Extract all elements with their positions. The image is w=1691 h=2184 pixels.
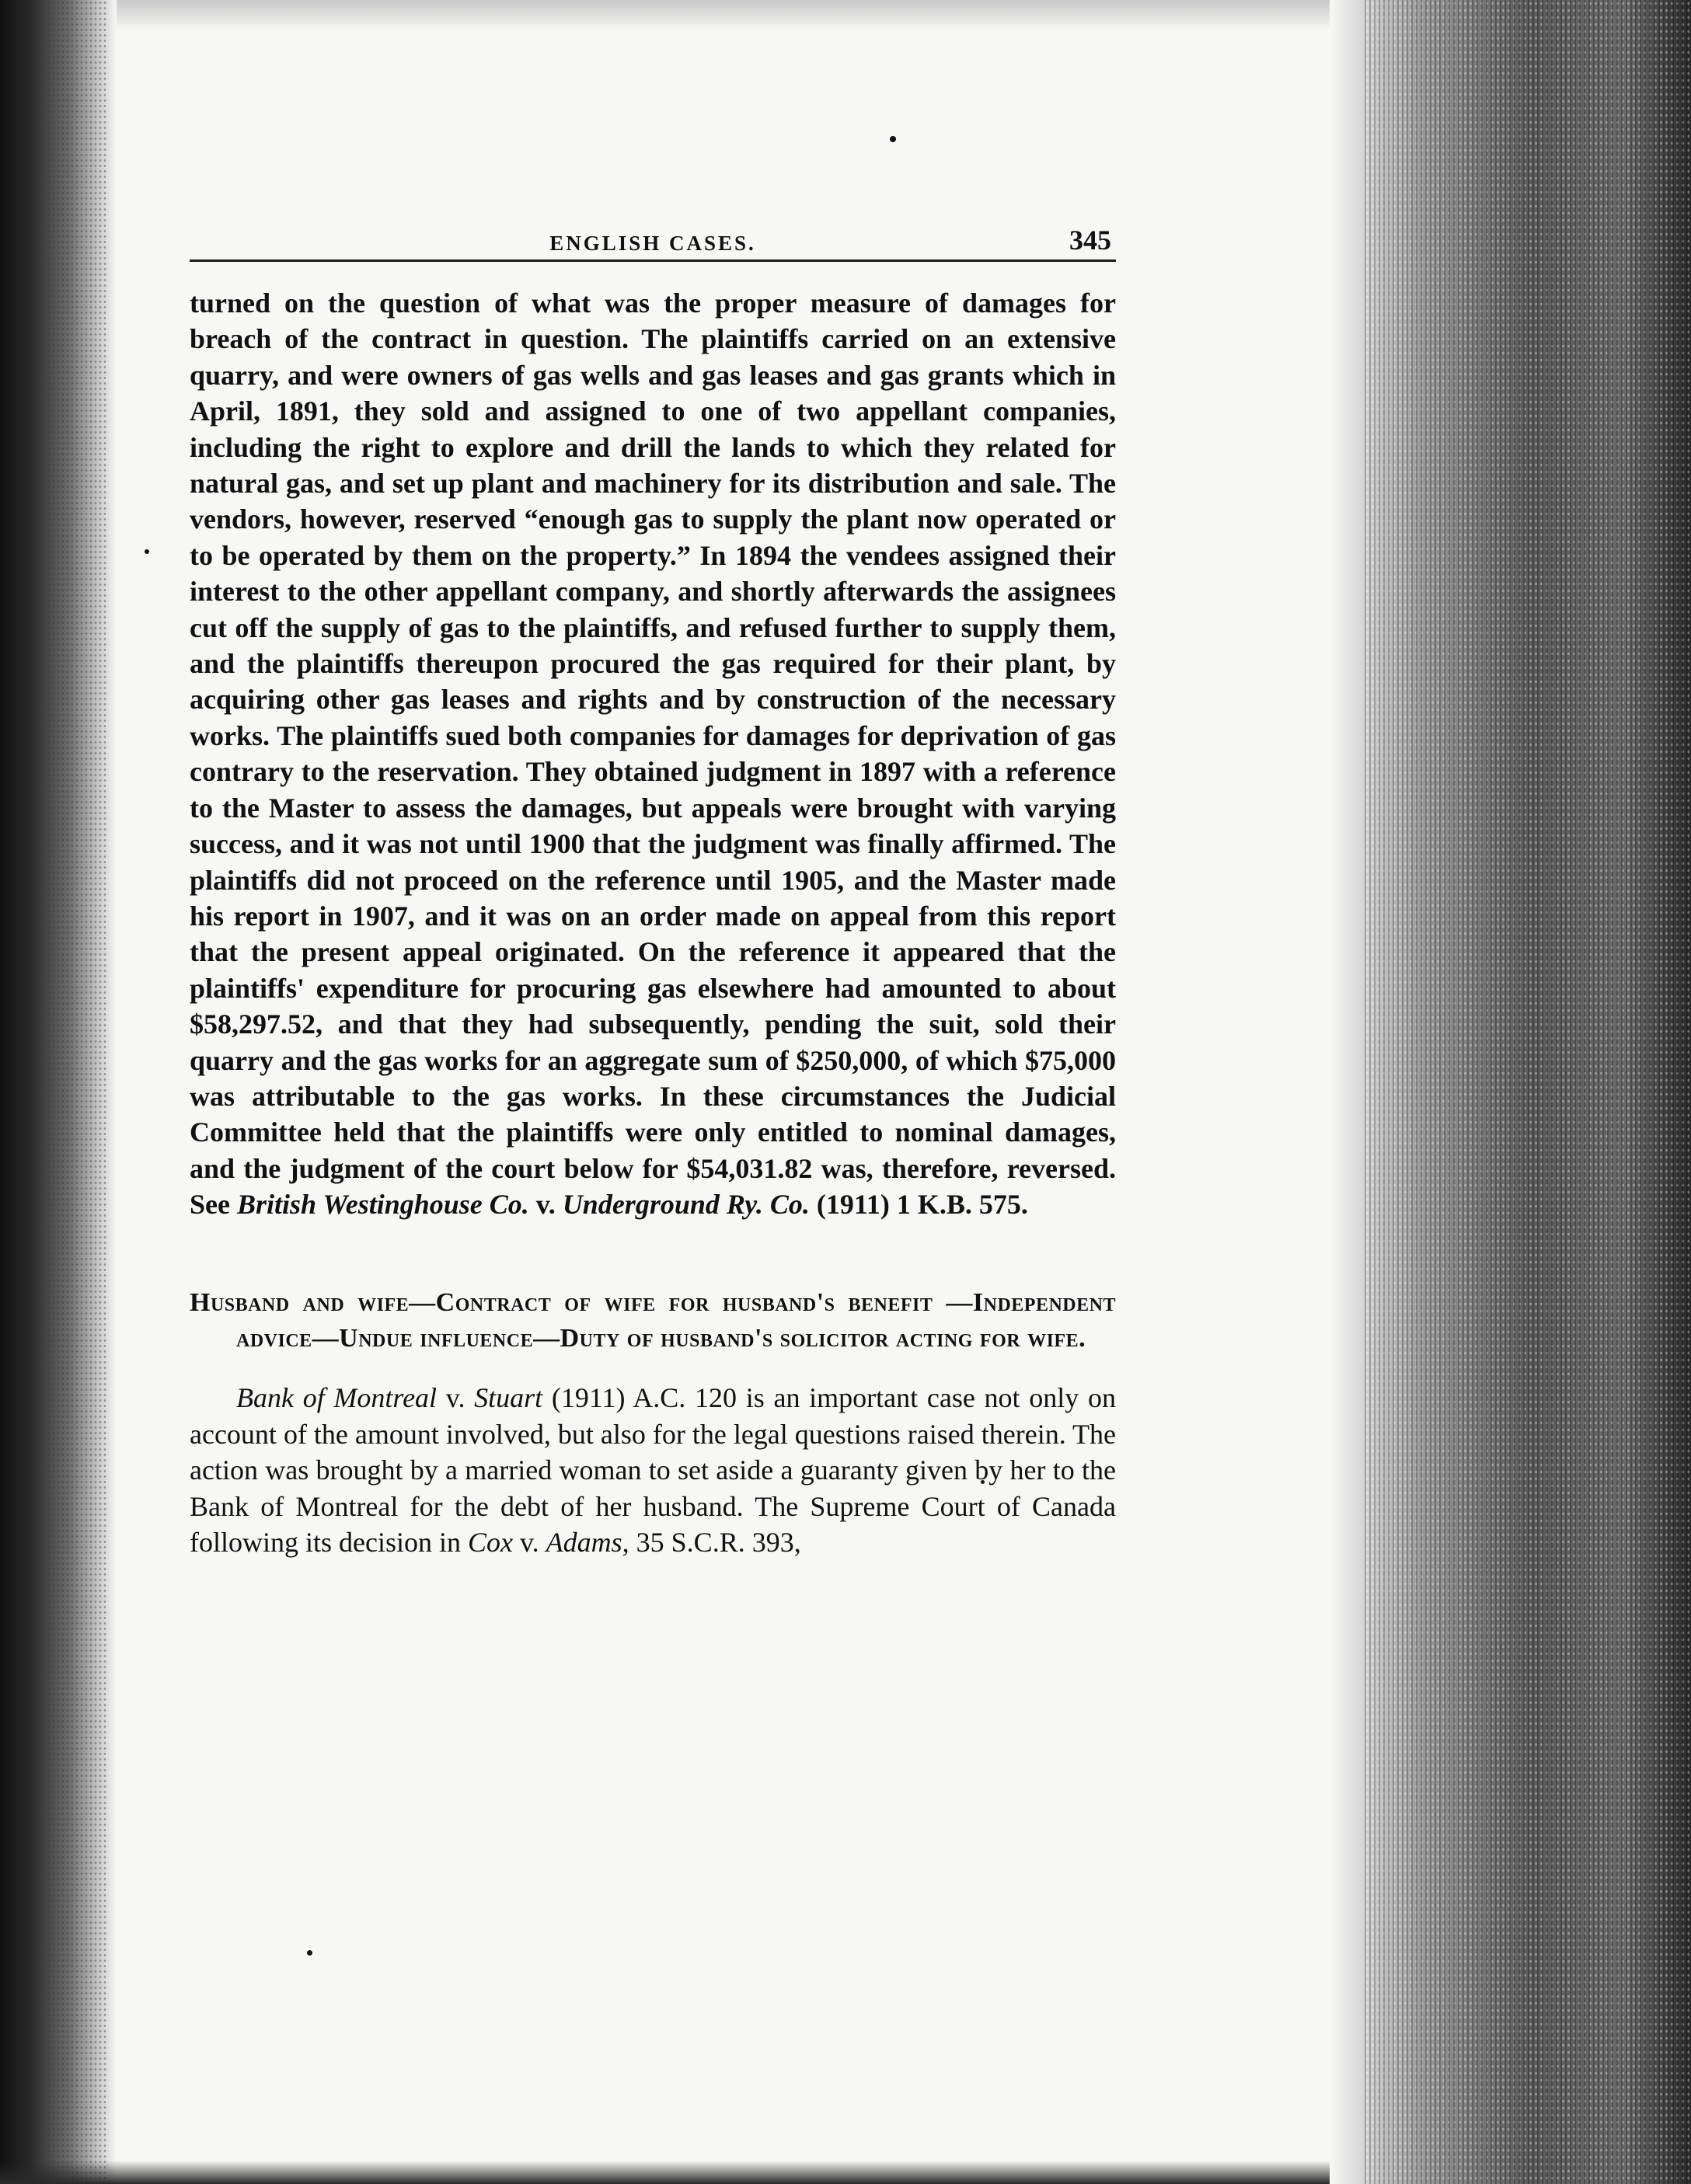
scan-noise-right (1365, 0, 1691, 2184)
case-versus: v. (528, 1189, 563, 1221)
paragraph-text: 35 S.C.R. 393, (629, 1527, 801, 1558)
ink-speck (307, 1950, 312, 1956)
case-party: Bank of Montreal (236, 1382, 438, 1414)
case-party: Adams, (546, 1527, 629, 1558)
ink-speck (145, 549, 149, 554)
case-versus: v. (512, 1527, 546, 1558)
case-citation: (1911) 1 K.B. 575. (809, 1189, 1028, 1221)
paragraph-text: turned on the question of what was the proper measure of damages for breach of the contract in question. The plaintiffs carried on an extensive quarry, and were owners of gas wells and gas leases and gas grants which in April, 1891, they sold and assigned to one of two appellant companies, including the right to explore and drill the lands to which they related for natural gas, and set up plant and machinery for its distribution and sale. The vendors, however, reserved “enough gas to supply the plant now operated or to be operated by them on the property.” In 1894 the vendees assigned their interest to the other appellant company, and shortly afterwards the assignees cut off the supply of gas to the plaintiffs, and refused further to supply them, and the plaintiffs thereupon procured the gas required for their plant, by acquiring other gas leases and rights and by construction of the necessary works. The plaintiffs sued both companies for damages for deprivation of gas contrary to the reservation. They obtained judgment in 1897 with a reference to the Master to assess the damages, but appeals were brought with varying success, and it was not until 1900 that the judgment was finally affirmed. The plaintiffs did not proceed on the reference until 1905, and the Master made his report in 1907, and it was on an order made on appeal from this report that the present appeal originated. On the reference it appeared that the plaintiffs' expenditure for procuring gas elsewhere had amounted to about $58,297.52, and that they had subsequently, pending the suit, sold their quarry and the gas works for an aggregate sum of $250,000, of which $75,000 was attributable to the gas works. In these circumstances the Judicial Committee held that the plaintiffs were only entitled to nominal damages, and the judgment of the court below for $54,031.82 was, therefore, reversed. See (190, 287, 1116, 1221)
text-column (190, 216, 1116, 1560)
paragraph-damages (190, 285, 1116, 1223)
case-party: Stuart (474, 1382, 543, 1414)
ink-speck (890, 136, 896, 142)
case-party: Underground Ry. Co. (562, 1189, 810, 1221)
top-scan-shadow (117, 0, 1330, 31)
running-head (190, 216, 1116, 262)
scan-noise-left (47, 0, 109, 2184)
paragraph-bank-of-montreal (190, 1380, 1116, 1560)
bottom-scan-shadow (0, 2161, 1330, 2184)
section-heading: Husband and wife—Contract of wife for husband's benefit —Independent advice—Undue influence—Duty of husband's solicitor acting for wife. (190, 1287, 1116, 1353)
case-party: Cox (467, 1527, 513, 1558)
case-versus: v. (437, 1382, 475, 1414)
paragraph-text: (1911) A.C. 120 is an important case not only on account of the amount involved, but also for the legal questions raised therein. The action was brought by a married woman to set aside a guaranty given by her to the Bank of Montreal for the debt of her husband. The Supreme Court of Canada following its decision in (190, 1382, 1117, 1558)
page-number: 345 (1069, 225, 1111, 256)
running-title: ENGLISH CASES. (549, 232, 756, 255)
case-party: British Westinghouse Co. (236, 1189, 529, 1221)
body-text (190, 285, 1116, 1560)
